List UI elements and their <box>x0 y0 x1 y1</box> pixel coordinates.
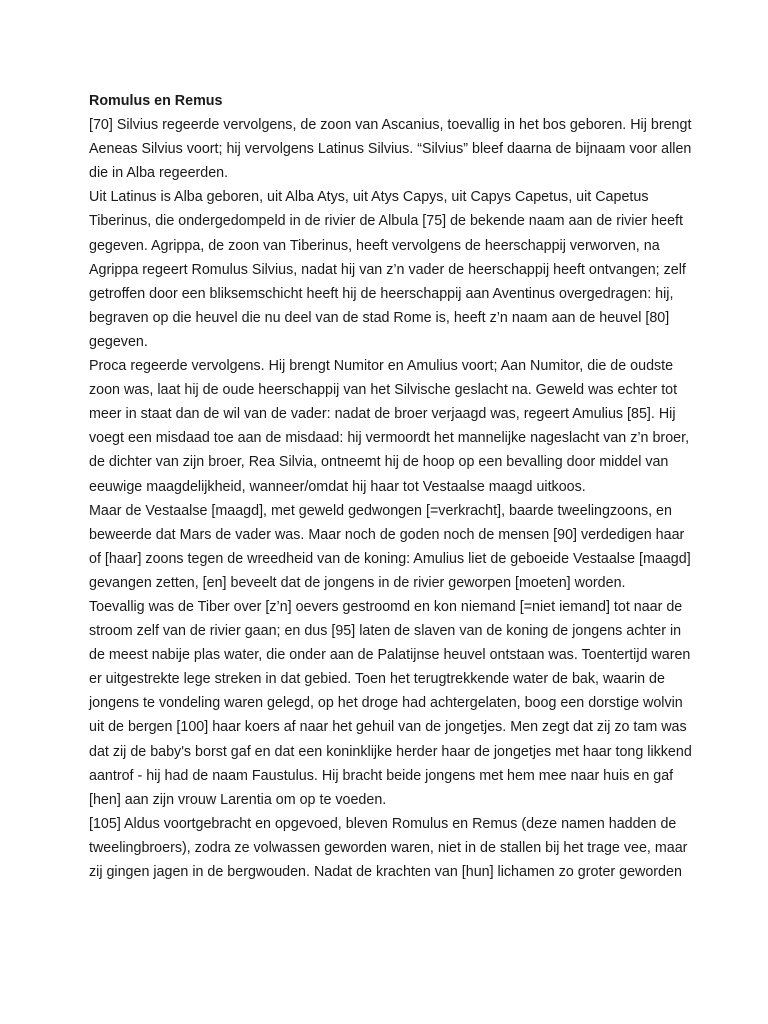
paragraph <box>89 812 689 884</box>
text-line: de dichter van zijn broer, Rea Silvia, ontneemt hij de hoop op een bevalling door middel van <box>89 454 669 471</box>
document-body <box>89 113 692 884</box>
text-line: [hen] aan zijn vrouw Larentia om op te voeden. <box>89 791 387 808</box>
text-line: tweelingbroers), zodra ze volwassen geworden waren, niet in de stallen bij het trage vee, maar <box>89 839 688 856</box>
document-title: Romulus en Remus <box>89 93 223 109</box>
text-line: zij gingen jagen in de bergwouden. Nadat de krachten van [hun] lichamen zo groter geworden <box>89 864 682 880</box>
paragraph <box>89 113 692 185</box>
text-line: uit de bergen [100] haar koers af naar het gehuil van de jongetjes. Men zegt dat zij zo tam was <box>89 719 687 736</box>
text-line: Tiberinus, die ondergedompeld in de rivier de Albula [75] de bekende naam aan de rivier heeft <box>89 213 683 230</box>
text-line: gevangen zetten, [en] beveelt dat de jongens in de rivier geworpen [moeten] worden. <box>89 574 626 591</box>
text-line: Toevallig was de Tiber over [z’n] oevers gestroomd en kon niemand [=niet iemand] tot naar de <box>89 598 683 615</box>
text-line: of [haar] zoons tegen de wreedheid van de koning: Amulius liet de geboeide Vestaalse [maagd] <box>89 550 691 567</box>
document-page <box>89 89 692 884</box>
paragraph <box>89 499 689 595</box>
text-line: aantrof - hij had de naam Faustulus. Hij bracht beide jongens met hem mee naar huis en gaf <box>89 767 674 784</box>
text-line: beweerde dat Mars de vader was. Maar noch de goden noch de mensen [90] verdedigen haar <box>89 526 685 543</box>
text-line: de meest nabije plas water, die onder aan de Palatijnse heuvel ontstaan was. Toentertijd waren <box>89 647 691 664</box>
text-line: stroom zelf van de rivier gaan; en dus [95] laten de slaven van de koning de jongens achter in <box>89 623 682 640</box>
text-line: Proca regeerde vervolgens. Hij brengt Numitor en Amulius voort; Aan Numitor, die de oudste <box>89 358 674 375</box>
text-line: dat zij de baby's borst gaf en dat een koninklijke herder haar de jongetjes met haar tong likkend <box>89 743 692 760</box>
text-line: die in Alba regeerden. <box>89 165 229 182</box>
text-line: Uit Latinus is Alba geboren, uit Alba Atys, uit Atys Capys, uit Capys Capetus, uit Capetus <box>89 189 649 206</box>
paragraph <box>89 185 689 354</box>
text-line: meer in staat dan de wil van de vader: nadat de broer verjaagd was, regeert Amulius [85]. Hij <box>89 406 676 423</box>
text-line: [105] Aldus voortgebracht en opgevoed, bleven Romulus en Remus (deze namen hadden de <box>89 815 677 832</box>
text-line: voegt een misdaad toe aan de misdaad: hij vermoordt het mannelijke nageslacht van z’n broer, <box>89 430 690 447</box>
text-line: getroffen door een bliksemschicht heeft hij de heerschappij aan Aventinus overgedragen: hij, <box>89 285 674 302</box>
text-line: gegeven. Agrippa, de zoon van Tiberinus, heeft vervolgens de heerschappij verworven, na <box>89 237 660 254</box>
text-line: jongens te vondeling waren gelegd, op het droge had achtergelaten, boog een dorstige wolvin <box>89 695 683 712</box>
text-line: eeuwige maagdelijkheid, wanneer/omdat hij haar tot Vestaalse maagd uitkoos. <box>89 478 586 495</box>
text-line: Maar de Vestaalse [maagd], met geweld gedwongen [=verkracht], baarde tweelingzoons, en <box>89 502 672 519</box>
text-line: begraven op die heuvel die nu deel van de stad Rome is, heeft z’n naam aan de heuvel [80] <box>89 309 670 326</box>
text-line: [70] Silvius regeerde vervolgens, de zoon van Ascanius, toevallig in het bos geboren. Hij brengt <box>89 117 692 134</box>
text-line: er uitgestrekte lege streken in dat gebied. Toen het terugtrekkende water de bak, waarin de <box>89 671 665 688</box>
text-line: gegeven. <box>89 333 148 350</box>
text-line: zoon was, laat hij de oude heerschappij van het Silvische geslacht na. Geweld was echter tot <box>89 382 678 399</box>
paragraph <box>89 354 689 499</box>
text-line: Agrippa regeert Romulus Silvius, nadat hij van z’n vader de heerschappij heeft ontvangen; zelf <box>89 261 686 278</box>
paragraph <box>89 595 692 812</box>
text-line: Aeneas Silvius voort; hij vervolgens Latinus Silvius. “Silvius” bleef daarna de bijnaam voor allen <box>89 141 692 158</box>
